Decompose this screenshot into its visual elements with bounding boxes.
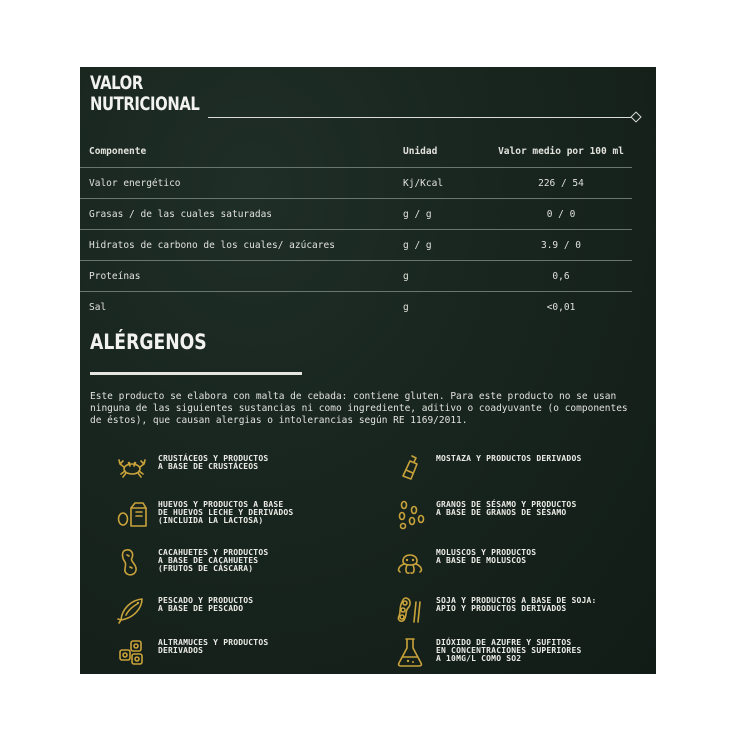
table-row	[80, 292, 656, 323]
sesame-seeds-icon	[394, 498, 426, 530]
row-unit: g	[403, 271, 409, 282]
allergen-item-fish	[116, 594, 376, 634]
row-unit: g	[403, 302, 409, 313]
fish-icon	[116, 594, 148, 626]
table-row	[80, 168, 656, 199]
peanut-icon	[116, 546, 148, 578]
allergen-label: MOSTAZA Y PRODUCTOS DERIVADOS	[436, 454, 582, 463]
octopus-icon	[394, 546, 426, 578]
allergen-label: CACAHUETES Y PRODUCTOS A BASE DE CACAHUETES (FRUTOS DE CÁSCARA)	[158, 548, 269, 573]
allergen-label: MOLUSCOS Y PRODUCTOS A BASE DE MOLUSCOS	[436, 548, 537, 565]
allergen-item-sulphites	[394, 636, 654, 674]
allergen-label: CRUSTÁCEOS Y PRODUCTOS A BASE DE CRUSTÁCEOS	[158, 454, 269, 471]
soy-celery-icon	[394, 594, 426, 626]
allergen-item-soy-celery	[394, 594, 654, 634]
allergen-item-eggs-milk	[116, 498, 376, 538]
nutrition-title-line2: NUTRICIONAL	[90, 93, 200, 115]
divider-diamond-icon	[630, 111, 641, 122]
crab-icon	[116, 452, 148, 484]
row-value: 0 / 0	[546, 209, 576, 220]
row-value: 226 / 54	[538, 178, 584, 189]
allergen-item-mustard	[394, 452, 654, 492]
nutrition-table	[80, 137, 656, 323]
flask-icon	[394, 636, 426, 668]
allergen-label: PESCADO Y PRODUCTOS A BASE DE PESCADO	[158, 596, 254, 613]
allergen-item-lupins	[116, 636, 376, 674]
allergen-item-peanuts	[116, 546, 376, 586]
row-component: Valor energético	[89, 178, 181, 189]
nutrition-title	[90, 73, 199, 115]
allergen-label: GRANOS DE SÉSAMO Y PRODUCTOS A BASE DE GRANOS DE SÉSAMO	[436, 500, 577, 517]
header-unidad: Unidad	[403, 146, 438, 157]
row-component: Hidratos de carbono de los cuales/ azúcares	[89, 240, 335, 251]
row-unit: g / g	[403, 209, 432, 220]
nutrition-allergen-panel	[80, 67, 656, 674]
allergens-title: ALÉRGENOS	[90, 330, 207, 354]
allergen-item-crustaceans	[116, 452, 376, 492]
row-unit: g / g	[403, 240, 432, 251]
row-unit: Kj/Kcal	[403, 178, 444, 189]
table-row	[80, 199, 656, 230]
lupin-icon	[116, 636, 148, 668]
allergen-item-molluscs	[394, 546, 654, 586]
table-row	[80, 230, 656, 261]
allergens-description: Este producto se elabora con malta de cebada: contiene gluten. Para este producto no se usan ninguna de las siguientes sustancias ni como ingrediente, aditivo o coadyuvante (o componentes de éstos), que causan alergias o intolerancias según RE 1169/2011.	[90, 391, 628, 426]
header-componente: Componente	[89, 146, 147, 157]
egg-milk-icon	[116, 498, 148, 530]
mustard-bottle-icon	[394, 452, 426, 484]
title-divider	[208, 117, 636, 118]
table-row	[80, 261, 656, 292]
row-value: 0,6	[552, 271, 570, 282]
row-component: Sal	[89, 302, 107, 313]
allergen-label: SOJA Y PRODUCTOS A BASE DE SOJA: APIO Y PRODUCTOS DERIVADOS	[436, 596, 597, 613]
allergen-label: ALTRAMUCES Y PRODUCTOS DERIVADOS	[158, 638, 269, 655]
row-component: Grasas / de las cuales saturadas	[89, 209, 273, 220]
row-component: Proteínas	[89, 271, 141, 282]
allergens-underline	[90, 372, 302, 375]
allergen-label: DIÓXIDO DE AZUFRE Y SUFITOS EN CONCENTRACIONES SUPERIORES A 10MG/L COMO SO2	[436, 638, 582, 663]
header-valor: Valor medio por 100 ml	[498, 146, 624, 157]
nutrition-title-line1: VALOR	[90, 72, 143, 94]
row-value: 3.9 / 0	[540, 240, 582, 251]
row-value: <0,01	[546, 302, 576, 313]
table-header-row	[80, 137, 656, 168]
allergen-item-sesame	[394, 498, 654, 538]
allergen-list	[80, 452, 656, 667]
allergen-label: HUEVOS Y PRODUCTOS A BASE DE HUEVOS LECHE Y DERIVADOS (INCLUIDA LA LACTOSA)	[158, 500, 294, 525]
